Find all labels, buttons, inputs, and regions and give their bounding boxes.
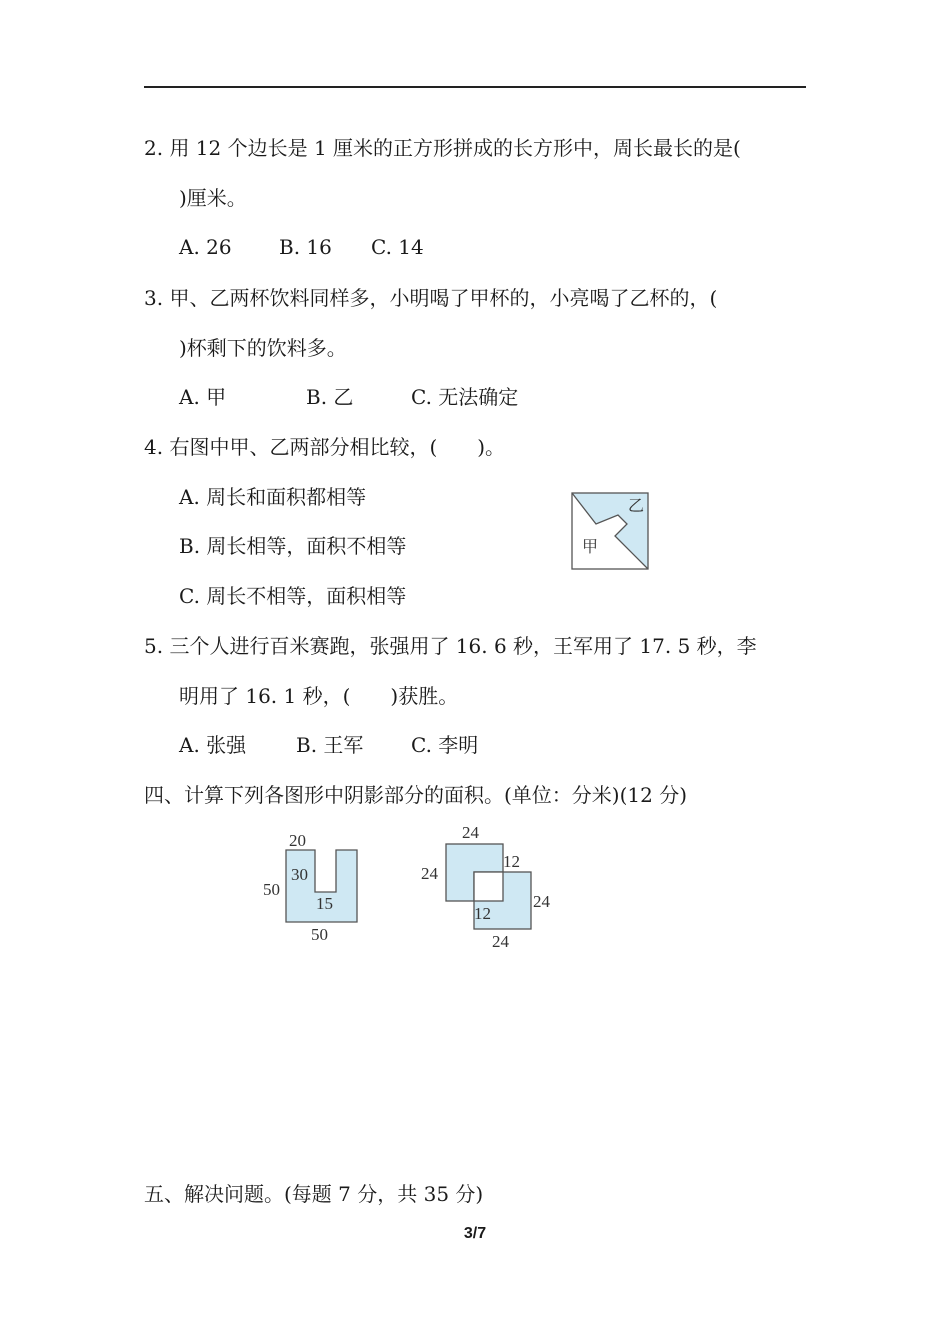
- fig1-label-top: 20: [289, 831, 306, 850]
- q5-line2: 明用了 16. 1 秒，( )获胜。: [179, 684, 459, 708]
- q5-option-b: B. 王军: [296, 733, 364, 757]
- page-number: 3/7: [463, 1225, 487, 1242]
- q3-options: [179, 384, 518, 410]
- q5-line1: 5. 三个人进行百米赛跑，张强用了 16. 6 秒，王军用了 17. 5 秒，李: [144, 634, 757, 658]
- q4-label-jia: 甲: [582, 539, 599, 556]
- q5-option-c: C. 李明: [411, 733, 479, 757]
- section4-figure-2: [415, 818, 565, 960]
- q2-option-a: A. 26: [179, 235, 232, 259]
- q4-label-yi: 乙: [628, 498, 645, 515]
- fig2-overlap-square: [474, 872, 503, 901]
- q4-option-a: A. 周长和面积都相等: [179, 485, 367, 509]
- q4-option-b: B. 周长相等，面积不相等: [179, 534, 407, 558]
- q3-option-b: B. 乙: [306, 385, 354, 409]
- q4-option-c: C. 周长不相等，面积相等: [179, 584, 407, 608]
- fig1-label-left: 50: [263, 880, 280, 899]
- fig2-label-right: 24: [533, 892, 550, 911]
- q3-option-a: A. 甲: [179, 385, 227, 409]
- q2-option-b: B. 16: [279, 235, 332, 259]
- q2-option-c: C. 14: [371, 235, 424, 259]
- fig2-label-left: 24: [421, 864, 438, 883]
- fig2-label-overlap-right: 12: [503, 852, 520, 871]
- q2-line2: )厘米。: [179, 186, 247, 210]
- fig1-label-notch-width: 15: [316, 894, 333, 913]
- q3-option-c: C. 无法确定: [411, 385, 519, 409]
- fig1-label-notch-depth: 30: [291, 865, 308, 884]
- q3-line1: 3. 甲、乙两杯饮料同样多，小明喝了甲杯的，小亮喝了乙杯的，(: [144, 286, 718, 310]
- q2-options: [179, 234, 424, 260]
- q3-line2: )杯剩下的饮料多。: [179, 336, 347, 360]
- q4-line1: 4. 右图中甲、乙两部分相比较，( )。: [144, 435, 506, 459]
- q5-options: [179, 732, 478, 758]
- section4-title: 四、计算下列各图形中阴影部分的面积。(单位：分米)(12 分): [144, 783, 688, 807]
- q5-option-a: A. 张强: [179, 733, 247, 757]
- fig2-label-bottom: 24: [492, 932, 509, 951]
- fig2-label-overlap-bottom: 12: [474, 904, 491, 923]
- fig1-label-bottom: 50: [311, 925, 328, 944]
- fig2-label-top: 24: [462, 823, 479, 842]
- section5-title: 五、解决问题。(每题 7 分，共 35 分): [144, 1182, 484, 1206]
- section4-figure-1: [255, 822, 375, 956]
- q4-figure: [570, 491, 650, 575]
- header-rule: [144, 86, 806, 88]
- q2-line1: 2. 用 12 个边长是 1 厘米的正方形拼成的长方形中，周长最长的是(: [144, 136, 741, 160]
